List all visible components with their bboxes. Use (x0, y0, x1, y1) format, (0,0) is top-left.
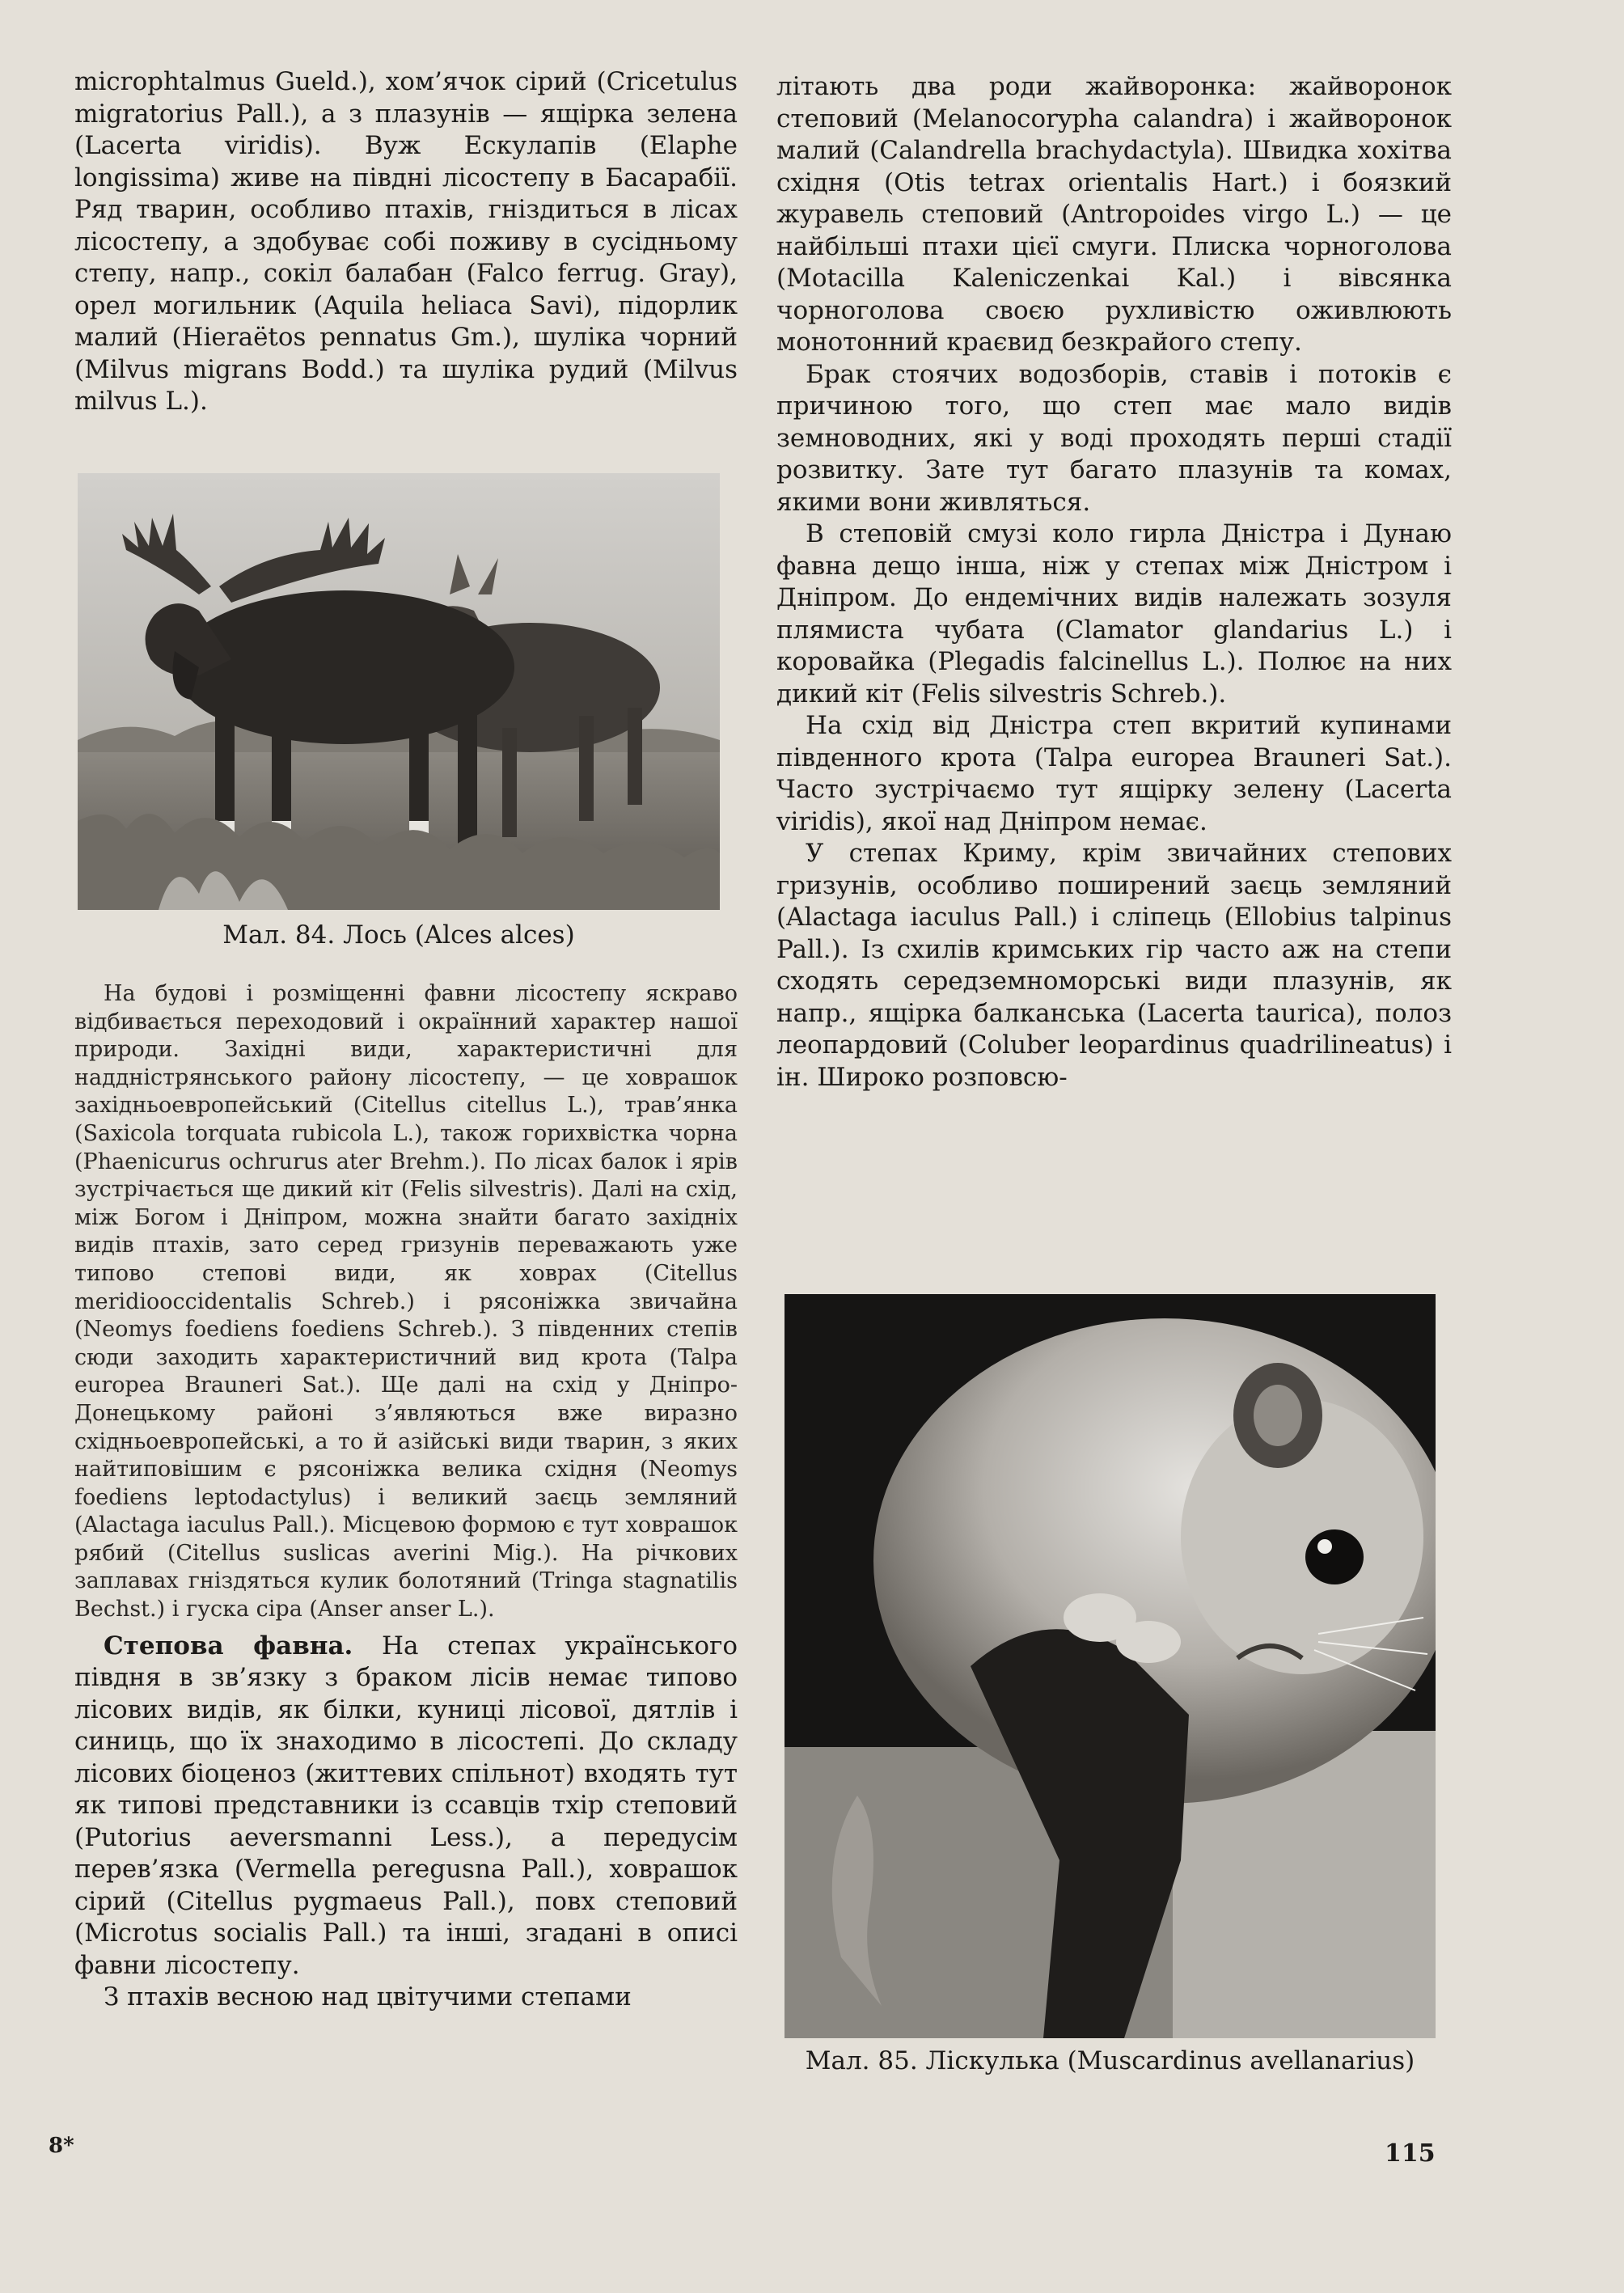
steppe-fauna-text: На степах українського півдня в зв’язку з браком лісів немає типово лісових видів, як білки, куниці лісової, дятлів і синиць, що їх знаходимо в лісостепі. До складу лісових біоценоз (життевих спільнот) входять тут як типові представники із ссавців тхір степовий (Putorius aeversmanni Less.), а передусім перев’язка (Vermella peregusna Pall.), ховрашок сірий (Citellus pygmaeus Pall.), повх степовий (Microtus socialis Pall.) та інші, згадані в описі фавни лісостепу. (74, 1631, 738, 1980)
paragraph-larks: літають два роди жайворонка: жайворонок степовий (Melanocorypha calandra) і жайворонок малий (Calandrella brachydactyla). Швидка хохітва східня (Otis tetrax orientalis Hart.) і боязкий журавель степовий (Antropoides virgo L.) — це найбільші птахи цієї смуги. Плиска чорноголова (Motacilla Kaleniczenkai Kal.) і вівсянка чорноголова своєю рухливістю оживлюють монотонний краєвид безкрайого степу. (776, 72, 1452, 357)
page-number: 115 (1385, 2139, 1436, 2168)
paragraph-steppe-fauna (74, 1631, 738, 1982)
signature-mark: 8* (49, 2134, 74, 2158)
dormouse-illustration (785, 1294, 1436, 2038)
moose-photo (78, 473, 720, 910)
left-column-lower (74, 980, 738, 2014)
left-column (74, 66, 738, 418)
paragraph-amphibians: Брак стоячих водозборів, ставів і потоків є причиною того, що степ має мало видів земноводних, які у воді проходять перші стадії розвитку. Зате тут багато плазунів та комах, якими вони живляться. (776, 359, 1452, 517)
paragraph-dniester: На схід від Дністра степ вкритий купинами південного крота (Talpa europea Brauneri Sat.). Часто зустрічаємо тут ящірку зелену (Lacerta viridis), якої над Дніпром немає. (776, 711, 1452, 836)
paragraph-crimea: У степах Криму, крім звичайних степових гризунів, особливо поширений заєць земляний (Alactaga iaculus Pall.) і сліпець (Ellobius talpinus Pall.). Із схилів кримських гір часто аж на степи сходять середземноморські види плазунів, як напр., ящірка балканська (Lacerta taurica), полоз леопардовий (Coluber leopardinus quadrilineatus) і ін. Широко розповсю- (776, 839, 1452, 1092)
dormouse-photo (785, 1294, 1436, 2038)
moose-illustration (78, 473, 720, 910)
paragraph-top-left: microphtalmus Gueld.), хом’ячок сірий (Cricetulus migratorius Pall.), а з плазунів — ящірка зелена (Lacerta viridis). Вуж Ескулапів (Elaphe longissima) живе на півдні лісостепу в Басарабії. Ряд тварин, особливо птахів, гніздиться в лісах лісостепу, а здобуває собі поживу в сусідньому степу, напр., сокіл балабан (Falco ferrug. Gray), орел могильник (Aquila heliaca Savi), підорлик малий (Hieraëtos pennatus Gm.), шуліка чорний (Milvus migrans Bodd.) та шуліка рудий (Milvus milvus L.). (74, 67, 738, 416)
right-column (776, 71, 1452, 1094)
paragraph-danube: В степовій смузі коло гирла Дністра і Дунаю фавна дещо інша, ніж у степах між Дністром і Дніпром. До ендемічних видів належать зозуля плямиста чубата (Clamator glandarius L.) і коровайка (Plegadis falcinellus L.). Полює на них дикий кіт (Felis silvestris Schreb.). (776, 519, 1452, 709)
paragraph-small-print: На будові і розміщенні фавни лісостепу яскраво відбивається переходовий і окраїнний характер нашої природи. Західні види, характеристичні для наддністрянського району лісостепу, — це ховрашок західньоевропейський (Citellus citellus L.), трав’янка (Saxicola torquata rubicola L.), також горихвістка чорна (Phaenicurus ochrurus ater Brehm.). По лісах балок і ярів зустрічається ще дикий кіт (Felis silvestris). Далі на схід, між Богом і Дніпром, можна знайти багато західніх видів птахів, зато серед гризунів переважають уже типово степові види, як ховрах (Citellus meridiooccidentalis Schreb.) і рясоніжка звичайна (Neomys foediens foediens Schreb.). З південних степів сюди заходить характеристичний вид крота (Talpa europea Brauneri Sat.). Ще далі на схід у Дніпро-Донецькому районі з’являються вже виразно східньоевропейські, а то й азійські види тварин, з яких найтиповішим є рясоніжка велика східня (Neomys foediens leptodactylus) і великий заєць земляний (Alactaga iaculus Pall.). Місцевою формою є тут ховрашок рябий (Citellus suslicas averini Mig.). На річкових заплавах гніздяться кулик болотяний (Tringa stagnatilis Bechst.) і гуска сіра (Anser anser L.). (74, 981, 738, 1622)
steppe-fauna-heading: Степова фавна. (104, 1631, 353, 1661)
figure-85-caption: Мал. 85. Ліскулька (Muscardinus avellanarius) (805, 2046, 1415, 2075)
paragraph-birds: З птахів весною над цвітучими степами (104, 1982, 632, 2012)
figure-84-caption: Мал. 84. Лось (Alces alces) (222, 920, 575, 950)
